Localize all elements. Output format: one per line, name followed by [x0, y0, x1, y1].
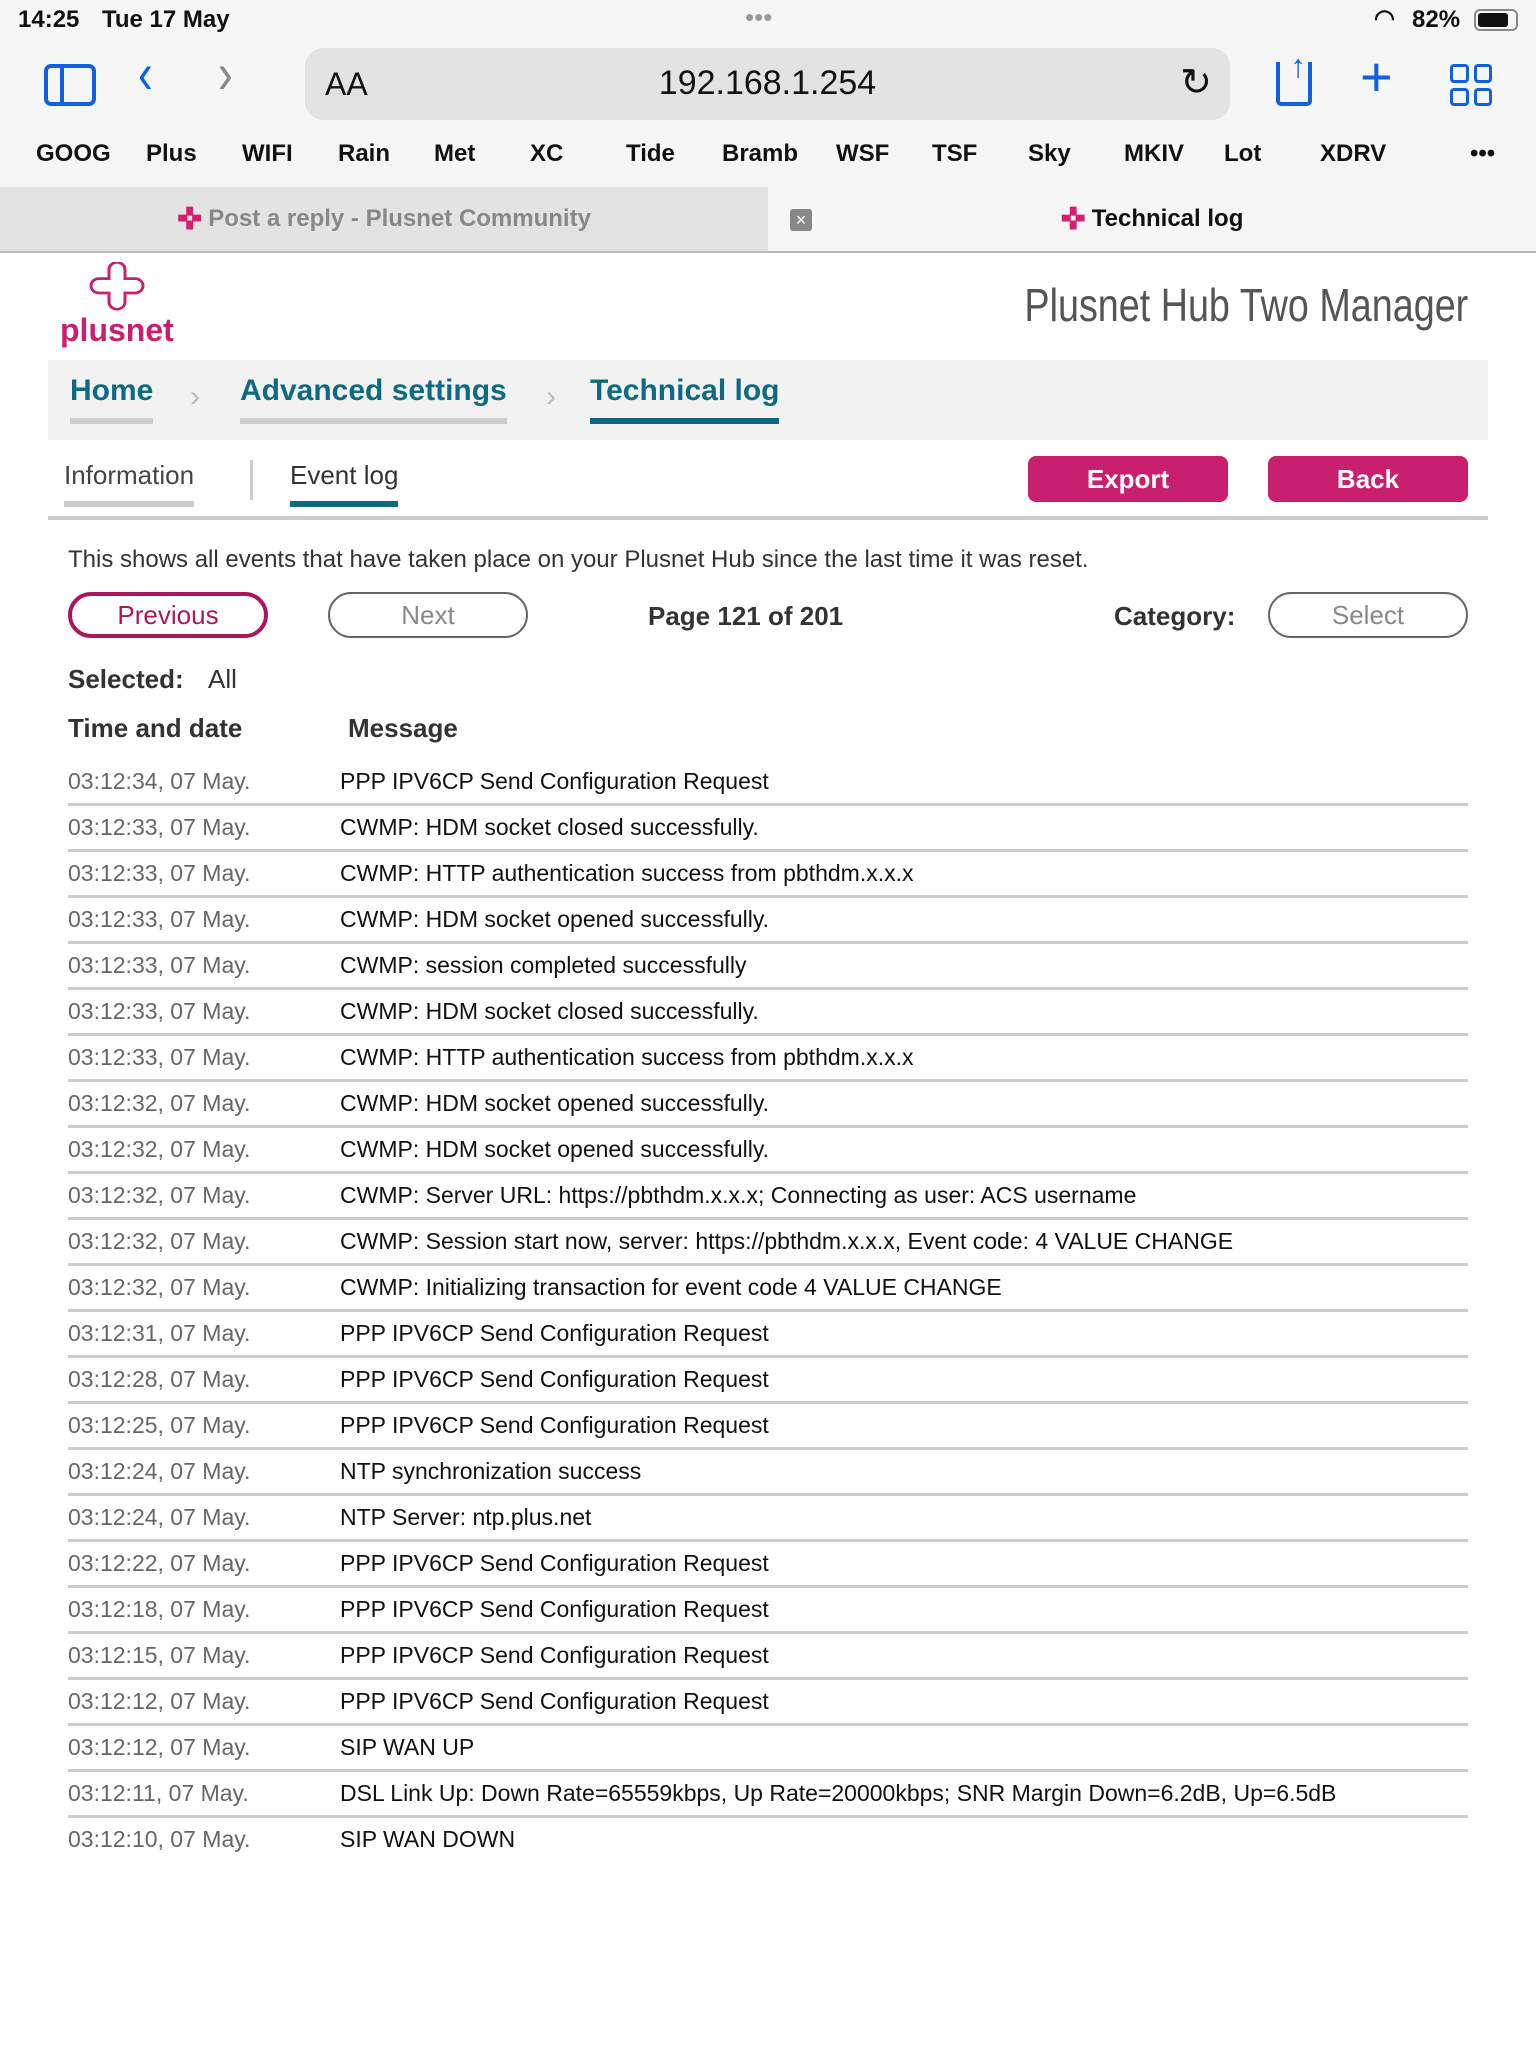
selected-label: Selected: — [68, 664, 184, 694]
row-message: CWMP: HDM socket opened successfully. — [340, 1136, 770, 1162]
row-time: 03:12:33, 07 May. — [68, 1044, 251, 1070]
reload-icon[interactable]: ↻ — [1180, 62, 1212, 104]
plusnet-favicon-icon: ✜ — [177, 202, 203, 236]
text-size-button[interactable]: AA — [325, 66, 368, 102]
export-button[interactable]: Export — [1028, 456, 1228, 502]
row-message: PPP IPV6CP Send Configuration Request — [340, 1412, 769, 1438]
tab-event-log[interactable]: Event log — [290, 460, 398, 507]
section-divider — [48, 516, 1488, 520]
new-tab-icon[interactable]: + — [1360, 45, 1393, 108]
row-time: 03:12:33, 07 May. — [68, 860, 251, 886]
wifi-icon: ◠ — [1374, 5, 1395, 32]
table-row — [68, 1772, 1468, 1818]
status-time: 14:25 — [18, 6, 80, 33]
table-row — [68, 1450, 1468, 1496]
row-message: SIP WAN DOWN — [340, 1826, 516, 1852]
row-time: 03:12:15, 07 May. — [68, 1642, 251, 1668]
plusnet-logo[interactable] — [60, 262, 174, 349]
address-bar[interactable] — [305, 48, 1230, 120]
close-tab-icon[interactable]: × — [790, 209, 812, 231]
next-button[interactable]: Next — [328, 592, 528, 638]
table-row — [68, 806, 1468, 852]
row-time: 03:12:33, 07 May. — [68, 906, 251, 932]
url-text[interactable]: 192.168.1.254 — [658, 64, 877, 102]
breadcrumb-technical-log[interactable]: Technical log — [590, 374, 779, 424]
row-time: 03:12:12, 07 May. — [68, 1688, 251, 1714]
row-message: PPP IPV6CP Send Configuration Request — [340, 1320, 769, 1346]
table-row — [68, 1726, 1468, 1772]
bookmark[interactable]: MKIV — [1124, 140, 1184, 167]
table-row — [68, 990, 1468, 1036]
row-time: 03:12:31, 07 May. — [68, 1320, 251, 1346]
table-row — [68, 1680, 1468, 1726]
back-button[interactable]: Back — [1268, 456, 1468, 502]
category-label: Category: — [1114, 601, 1236, 631]
tab-divider — [250, 460, 253, 500]
previous-button[interactable]: Previous — [68, 592, 268, 638]
tab-label: Post a reply - Plusnet Community — [208, 205, 591, 232]
table-row — [68, 1082, 1468, 1128]
row-time: 03:12:25, 07 May. — [68, 1412, 251, 1438]
bookmarks-more-icon[interactable]: ••• — [1470, 140, 1496, 167]
bookmark[interactable]: XDRV — [1320, 140, 1387, 167]
bookmark[interactable]: TSF — [932, 140, 978, 167]
row-time: 03:12:33, 07 May. — [68, 814, 251, 840]
breadcrumb-home[interactable]: Home — [70, 374, 153, 424]
table-row — [68, 1358, 1468, 1404]
table-row — [68, 944, 1468, 990]
row-message: CWMP: Initializing transaction for event code 4 VALUE CHANGE — [340, 1274, 1002, 1300]
row-message: NTP synchronization success — [340, 1458, 642, 1484]
chevron-right-icon: › — [546, 380, 556, 413]
tab-technical-log[interactable] — [768, 187, 1536, 251]
row-time: 03:12:32, 07 May. — [68, 1136, 251, 1162]
table-row — [68, 1266, 1468, 1312]
sidebar-toggle-icon[interactable] — [44, 64, 96, 106]
table-row — [68, 898, 1468, 944]
row-time: 03:12:32, 07 May. — [68, 1182, 251, 1208]
battery-percent: 82% — [1412, 6, 1461, 33]
row-message: CWMP: Server URL: https://pbthdm.x.x.x; Connecting as user: ACS username — [340, 1182, 1137, 1208]
table-row — [68, 1404, 1468, 1450]
plusnet-cross-icon — [89, 262, 145, 312]
browser-chrome — [0, 0, 1536, 252]
row-message: SIP WAN UP — [340, 1734, 475, 1760]
table-row — [68, 1036, 1468, 1082]
row-message: PPP IPV6CP Send Configuration Request — [340, 1366, 769, 1392]
bookmark[interactable]: Lot — [1224, 140, 1262, 167]
bookmark[interactable]: Rain — [338, 140, 391, 167]
row-time: 03:12:24, 07 May. — [68, 1458, 251, 1484]
table-row — [68, 852, 1468, 898]
row-time: 03:12:24, 07 May. — [68, 1504, 251, 1530]
row-message: DSL Link Up: Down Rate=65559kbps, Up Rate=20000kbps; SNR Margin Down=6.2dB, Up=6.5dB — [340, 1780, 1337, 1806]
tab-bar — [0, 187, 1536, 253]
column-header-time: Time and date — [68, 713, 243, 743]
table-row — [68, 760, 1468, 806]
battery-icon — [1474, 9, 1518, 31]
bookmark[interactable]: Sky — [1028, 140, 1071, 167]
row-time: 03:12:12, 07 May. — [68, 1734, 251, 1760]
bookmark[interactable]: WSF — [836, 140, 890, 167]
plusnet-favicon-icon: ✜ — [1060, 202, 1086, 236]
row-message: CWMP: HTTP authentication success from pbthdm.x.x.x — [340, 860, 914, 886]
back-icon[interactable]: ‹ — [138, 42, 153, 107]
row-message: CWMP: HDM socket closed successfully. — [340, 998, 759, 1024]
table-row — [68, 1174, 1468, 1220]
bookmark[interactable]: Met — [434, 140, 476, 167]
row-message: NTP Server: ntp.plus.net — [340, 1504, 592, 1530]
row-time: 03:12:28, 07 May. — [68, 1366, 251, 1392]
bookmark[interactable]: Plus — [146, 140, 197, 167]
page-title: Plusnet Hub Two Manager — [1024, 279, 1468, 331]
breadcrumb-advanced-settings[interactable]: Advanced settings — [240, 374, 507, 424]
row-message: PPP IPV6CP Send Configuration Request — [340, 1550, 769, 1576]
row-message: PPP IPV6CP Send Configuration Request — [340, 1596, 769, 1622]
description-text: This shows all events that have taken place on your Plusnet Hub since the last time it was reset. — [68, 546, 1089, 573]
table-row — [68, 1818, 1468, 1864]
tab-information[interactable]: Information — [64, 460, 194, 507]
row-time: 03:12:22, 07 May. — [68, 1550, 251, 1576]
status-date: Tue 17 May — [102, 6, 230, 33]
bookmark[interactable]: Bramb — [722, 140, 799, 167]
selected-value: All — [208, 664, 237, 694]
row-message: PPP IPV6CP Send Configuration Request — [340, 1688, 769, 1714]
table-row — [68, 1542, 1468, 1588]
category-select[interactable]: Select — [1268, 592, 1468, 638]
row-time: 03:12:33, 07 May. — [68, 952, 251, 978]
row-message: PPP IPV6CP Send Configuration Request — [340, 1642, 769, 1668]
page-indicator: Page 121 of 201 — [648, 601, 844, 631]
row-time: 03:12:11, 07 May. — [68, 1780, 249, 1806]
table-row — [68, 1496, 1468, 1542]
row-message: CWMP: HTTP authentication success from pbthdm.x.x.x — [340, 1044, 914, 1070]
logo-text: plusnet — [60, 312, 174, 348]
row-time: 03:12:33, 07 May. — [68, 998, 251, 1024]
row-message: CWMP: HDM socket closed successfully. — [340, 814, 759, 840]
bookmark[interactable]: XC — [530, 140, 564, 167]
bookmark[interactable]: GOOG — [36, 140, 111, 167]
table-row — [68, 1634, 1468, 1680]
table-row — [68, 1220, 1468, 1266]
chevron-right-icon: › — [190, 380, 200, 413]
row-time: 03:12:32, 07 May. — [68, 1274, 251, 1300]
tab-overview-icon[interactable] — [1450, 64, 1492, 106]
table-row — [68, 1312, 1468, 1358]
tab-post-a-reply[interactable] — [0, 187, 768, 251]
column-header-message: Message — [348, 713, 458, 743]
row-time: 03:12:34, 07 May. — [68, 768, 251, 794]
row-message: PPP IPV6CP Send Configuration Request — [340, 768, 769, 794]
row-time: 03:12:32, 07 May. — [68, 1090, 251, 1116]
row-message: CWMP: Session start now, server: https://pbthdm.x.x.x, Event code: 4 VALUE CHANGE — [340, 1228, 1234, 1254]
share-arrow-icon: ↑ — [1290, 48, 1306, 84]
row-time: 03:12:32, 07 May. — [68, 1228, 251, 1254]
multitask-dots-icon[interactable]: ••• — [745, 2, 773, 32]
tab-label: Technical log — [1091, 205, 1244, 232]
forward-icon[interactable]: › — [218, 42, 233, 107]
bookmark[interactable]: Tide — [626, 140, 675, 167]
breadcrumb — [48, 360, 1488, 440]
table-row — [68, 1128, 1468, 1174]
bookmark[interactable]: WIFI — [242, 140, 293, 167]
row-message: CWMP: HDM socket opened successfully. — [340, 906, 770, 932]
row-time: 03:12:10, 07 May. — [68, 1826, 251, 1852]
table-row — [68, 1588, 1468, 1634]
row-time: 03:12:18, 07 May. — [68, 1596, 251, 1622]
row-message: CWMP: HDM socket opened successfully. — [340, 1090, 770, 1116]
row-message: CWMP: session completed successfully — [340, 952, 747, 978]
